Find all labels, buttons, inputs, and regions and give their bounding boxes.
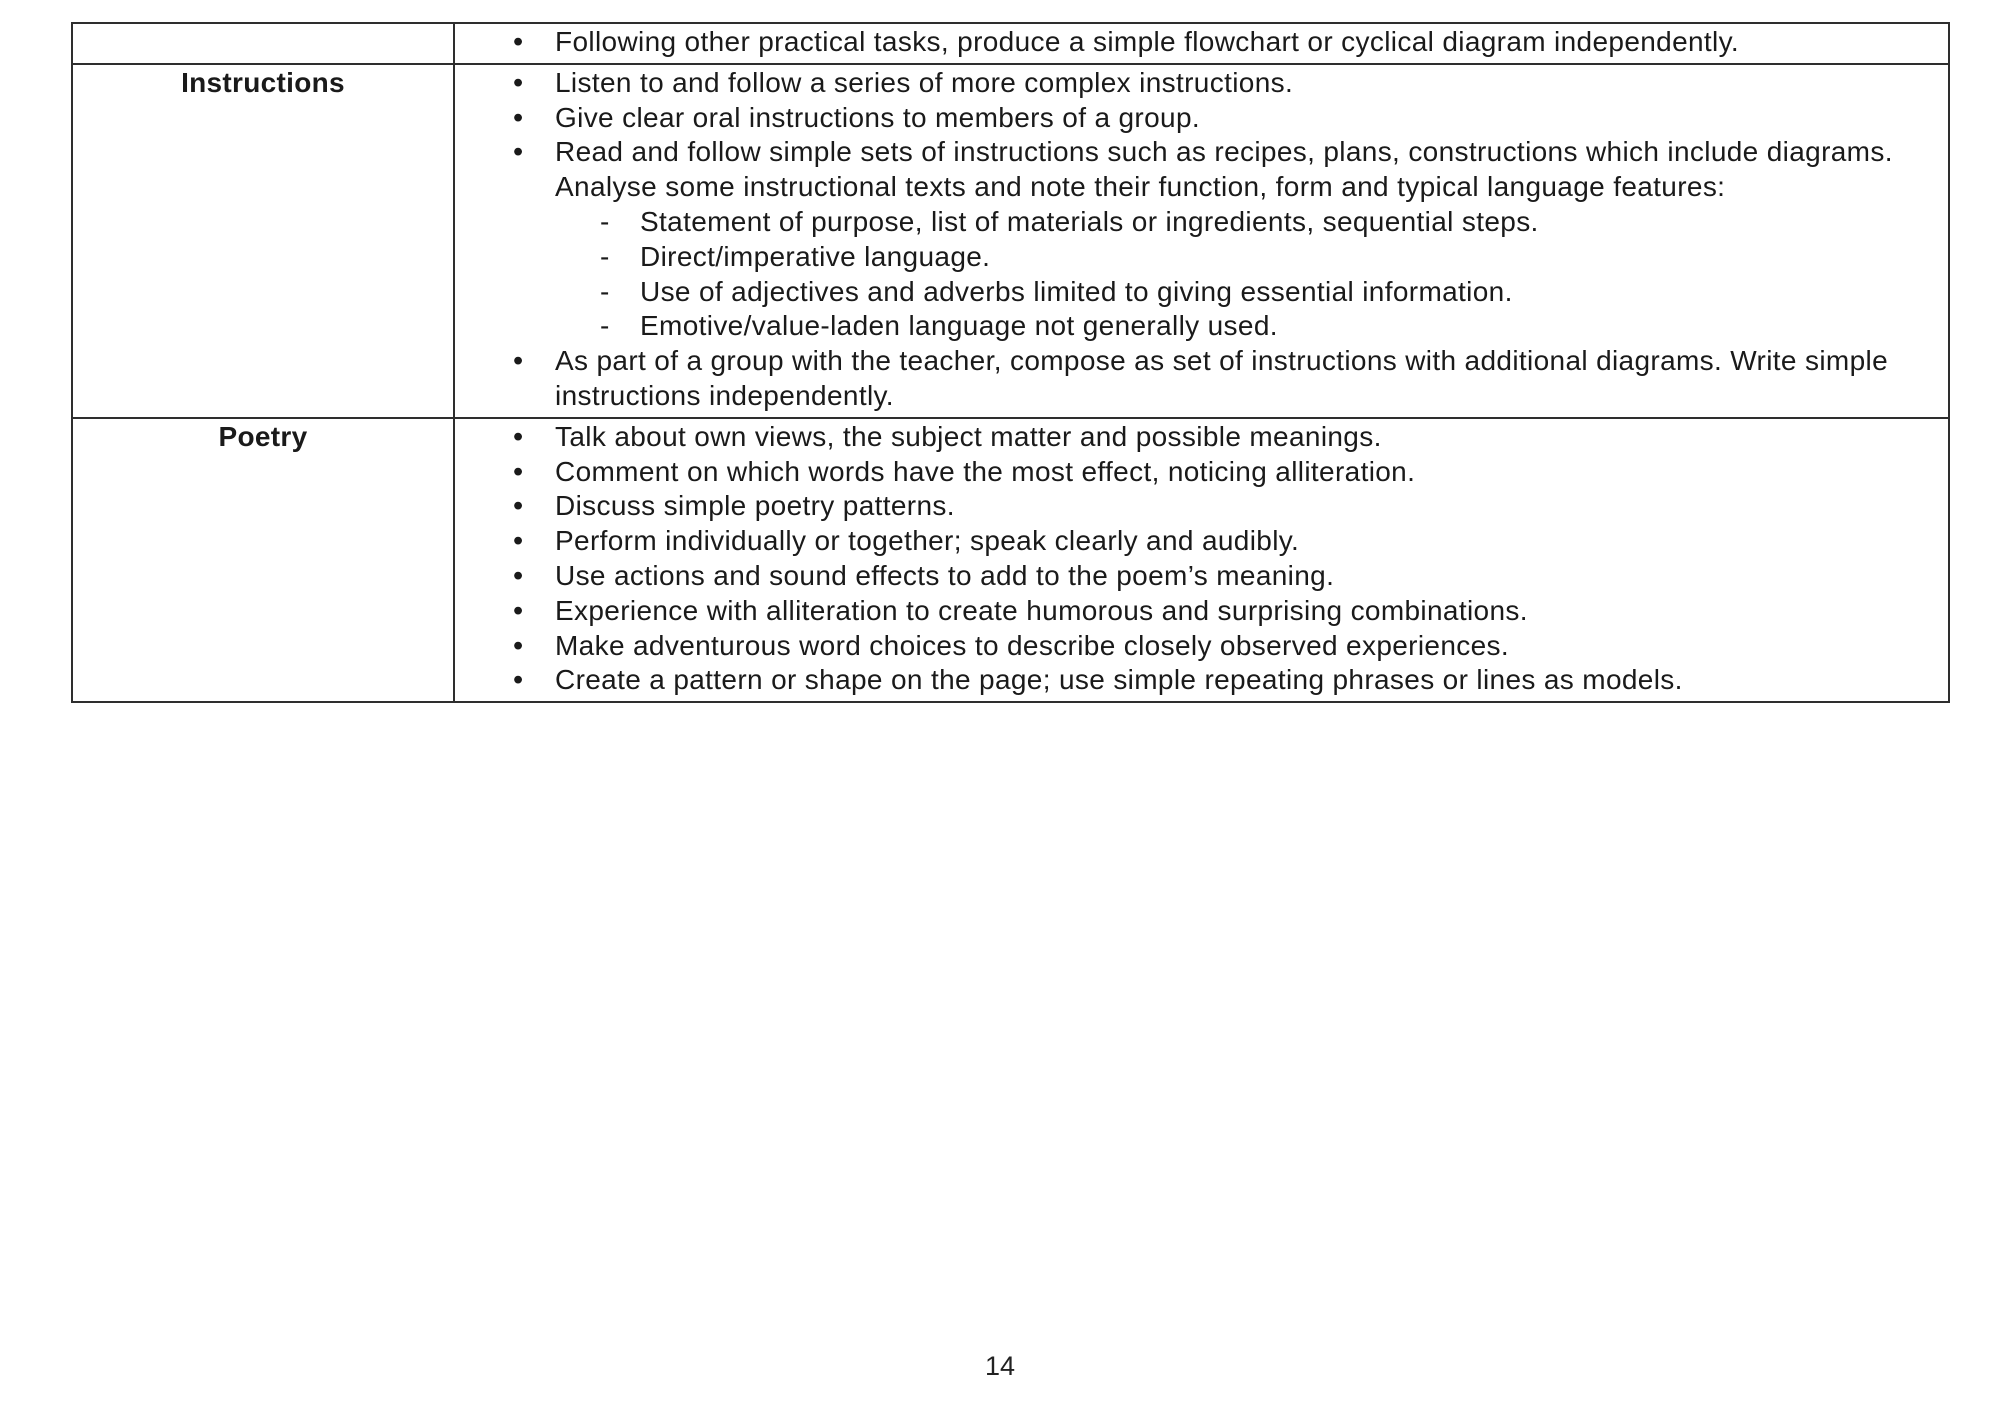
list-item xyxy=(455,275,1938,310)
list-item xyxy=(455,489,1938,524)
bullet-icon: • xyxy=(513,101,524,134)
table-row xyxy=(73,24,1948,63)
list-item xyxy=(455,135,1938,205)
dash-icon: - xyxy=(600,275,610,307)
bullet-icon: • xyxy=(513,66,524,99)
bullet-icon: • xyxy=(513,420,524,453)
row-label-cell: Instructions xyxy=(73,65,455,417)
page-number: 14 xyxy=(984,1351,1016,1381)
row-content-cell xyxy=(455,419,1948,701)
table-row xyxy=(73,63,1948,417)
row-label-cell: Poetry xyxy=(73,419,455,701)
list-item xyxy=(455,594,1938,629)
list-item-text: Read and follow simple sets of instructions such as recipes, plans, constructions which include diagrams. Analyse some instructional texts and note their function, form and typical language features: xyxy=(555,136,1893,203)
bullet-icon: • xyxy=(513,490,524,523)
list-item-text: Give clear oral instructions to members of a group. xyxy=(555,101,1201,133)
list-item-text: Use actions and sound effects to add to the poem’s meaning. xyxy=(555,559,1335,591)
list-item-text: Comment on which words have the most effect, noticing alliteration. xyxy=(555,455,1416,487)
bullet-icon: • xyxy=(513,525,524,558)
bullet-icon: • xyxy=(513,455,524,488)
bullet-icon: • xyxy=(513,629,524,662)
list-item-text: Emotive/value-laden language not generally used. xyxy=(640,310,1278,342)
list-item xyxy=(455,629,1938,664)
list-item xyxy=(455,344,1938,414)
page-footer xyxy=(0,1351,2000,1382)
table-row xyxy=(73,417,1948,701)
list-item xyxy=(455,524,1938,559)
list-item xyxy=(455,240,1938,275)
list-item-text: Direct/imperative language. xyxy=(640,240,991,272)
curriculum-table xyxy=(71,22,1950,703)
bullet-icon: • xyxy=(513,26,524,58)
list-item xyxy=(455,101,1938,136)
list-item xyxy=(455,559,1938,594)
list-item-text: Use of adjectives and adverbs limited to giving essential information. xyxy=(640,275,1513,307)
list-item xyxy=(455,309,1938,344)
list-item-text: Statement of purpose, list of materials or ingredients, sequential steps. xyxy=(640,205,1539,237)
bullet-icon: • xyxy=(513,559,524,592)
dash-icon: - xyxy=(600,240,610,272)
list-item xyxy=(455,25,1938,60)
dash-icon: - xyxy=(600,205,610,237)
list-item-text: Perform individually or together; speak clearly and audibly. xyxy=(555,525,1300,557)
list-item xyxy=(455,420,1938,455)
list-item xyxy=(455,66,1938,101)
dash-icon: - xyxy=(600,310,610,342)
list-item-text: Talk about own views, the subject matter and possible meanings. xyxy=(555,420,1382,452)
row-label-cell xyxy=(73,24,455,63)
bullet-icon: • xyxy=(513,664,524,697)
list-item-text: Make adventurous word choices to describe closely observed experiences. xyxy=(555,629,1510,661)
bullet-icon: • xyxy=(513,136,524,169)
list-item-text: Create a pattern or shape on the page; use simple repeating phrases or lines as models. xyxy=(555,664,1683,696)
list-item-text: Discuss simple poetry patterns. xyxy=(555,490,955,522)
bullet-icon: • xyxy=(513,594,524,627)
list-item-text: Listen to and follow a series of more complex instructions. xyxy=(555,66,1294,98)
list-item xyxy=(455,205,1938,240)
list-item xyxy=(455,663,1938,698)
row-content-cell xyxy=(455,24,1948,63)
list-item-text: Experience with alliteration to create humorous and surprising combinations. xyxy=(555,594,1528,626)
list-item-text: As part of a group with the teacher, compose as set of instructions with additional diagrams. Write simple instructions independently. xyxy=(555,345,1888,411)
row-content-cell xyxy=(455,65,1948,417)
list-item xyxy=(455,455,1938,490)
list-item-text: Following other practical tasks, produce a simple flowchart or cyclical diagram independently. xyxy=(555,26,1740,57)
bullet-icon: • xyxy=(513,345,524,378)
